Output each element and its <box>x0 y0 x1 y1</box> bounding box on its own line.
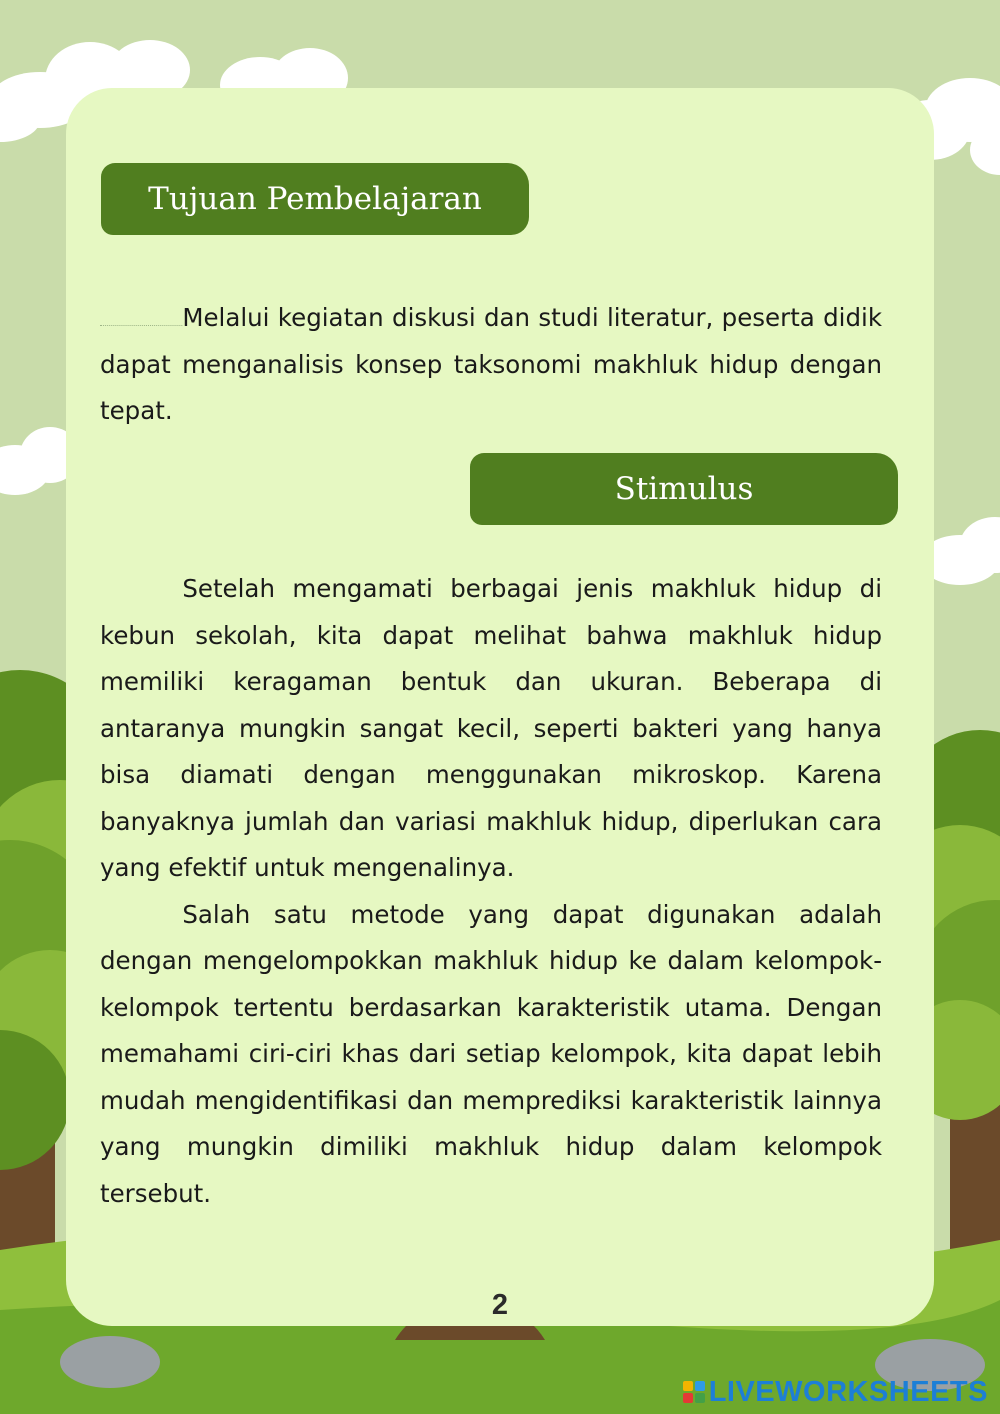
learning-goal-paragraph <box>100 295 882 435</box>
watermark-text: LIVEWORKSHEETS <box>708 1375 988 1408</box>
stimulus-paragraph-1 <box>100 566 882 892</box>
stimulus-text-2: Salah satu metode yang dapat digunakan adalah dengan mengelompokkan makhluk hidup ke dalam kelompok-kelompok tertentu berdasarkan karakteristik utama. Dengan memahami ciri-ciri khas dari setiap kelompok, kita dapat lebih mudah mengidentifikasi dan memprediksi karakteristik lainnya yang mungkin dimiliki makhluk hidup dalam kelompok tersebut. <box>100 899 883 1208</box>
stimulus-paragraph-2 <box>100 892 882 1218</box>
liveworksheets-logo-icon <box>683 1381 705 1403</box>
liveworksheets-watermark[interactable] <box>683 1376 988 1408</box>
learning-goal-heading: Tujuan Pembelajaran <box>101 163 529 235</box>
indent-dots <box>100 325 182 326</box>
goal-text: Melalui kegiatan diskusi dan studi literatur, peserta didik dapat menganalisis konsep taksonomi makhluk hidup dengan tepat. <box>100 303 883 425</box>
page-number: 2 <box>491 1289 509 1321</box>
stimulus-section <box>100 566 882 1217</box>
stimulus-text-1: Setelah mengamati berbagai jenis makhluk hidup di kebun sekolah, kita dapat melihat bahwa makhluk hidup memiliki keragaman bentuk dan ukuran. Beberapa di antaranya mungkin sangat kecil, seperti bakteri yang hanya bisa diamati dengan menggunakan mikroskop. Karena banyaknya jumlah dan variasi makhluk hidup, diperlukan cara yang efektif untuk mengenalinya. <box>100 574 883 882</box>
stimulus-heading: Stimulus <box>470 453 898 525</box>
